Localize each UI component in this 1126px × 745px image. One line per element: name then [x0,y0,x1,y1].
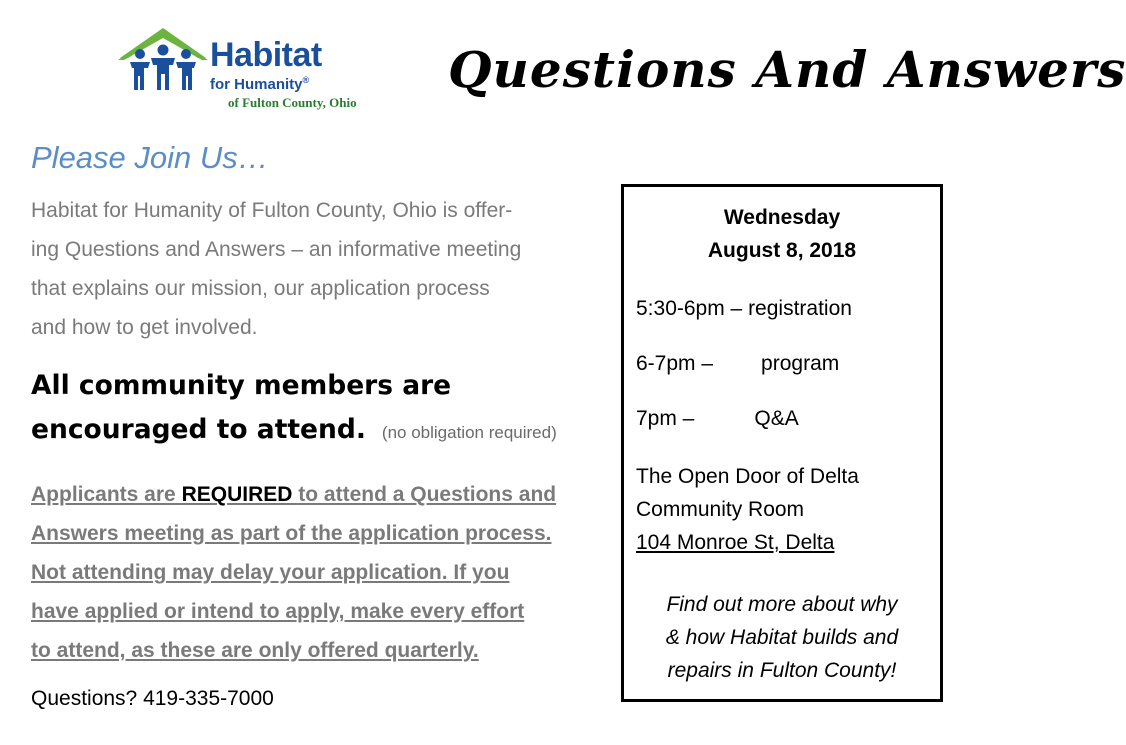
intro-line: that explains our mission, our application process [31,277,490,300]
questions-phone: Questions? 419-335-7000 [31,687,274,710]
event-details-box [621,184,943,702]
required-line-1: Applicants are REQUIRED to attend a Questions and [31,483,557,506]
intro-line: ing Questions and Answers – an informative meeting [31,238,522,261]
find-line-2: & how Habitat builds and [665,626,899,649]
schedule-qa: 7pm – Q&A [636,407,799,430]
schedule-program: 6-7pm – program [636,352,840,375]
event-day: Wednesday [723,206,841,229]
intro-paragraph [31,191,611,347]
required-notice [31,475,615,670]
find-out-more [624,588,940,687]
attend-heading [31,364,611,455]
logo-habitat-text: Habitat [210,36,322,74]
event-date [624,201,940,267]
venue-line-2: Community Room [636,498,805,521]
find-line-3: repairs in Fulton County! [667,659,897,682]
house-people-icon [118,24,208,104]
required-line-2: Answers meeting as part of the application process. [31,522,552,545]
find-line-1: Find out more about why [666,593,898,616]
attend-line-1: All community members are [31,370,452,401]
logo-county-text: of Fulton County, Ohio [228,95,357,110]
intro-line: and how to get involved. [31,316,258,339]
venue-address: 104 Monroe St, Delta [636,531,835,554]
required-keyword: REQUIRED [181,483,299,506]
habitat-logo [118,24,358,116]
venue [636,460,859,559]
attend-line-2: encouraged to attend. (no obligation required) [31,414,557,445]
event-date-text: August 8, 2018 [707,239,857,262]
schedule-registration: 5:30-6pm – registration [636,297,852,320]
join-heading: Please Join Us… [31,140,269,175]
intro-line: Habitat for Humanity of Fulton County, Ohio is offer- [31,199,513,222]
required-line-3: Not attending may delay your application. If you [31,561,510,584]
venue-line-1: The Open Door of Delta [636,465,859,488]
required-line-5: to attend, as these are only offered quarterly. [31,639,479,662]
required-line-4: have applied or intend to apply, make every effort [31,600,525,623]
obligation-note: (no obligation required) [381,423,557,442]
page-title: Questions And Answers [448,40,1126,99]
logo-for-humanity-text: for Humanity® [210,75,310,93]
